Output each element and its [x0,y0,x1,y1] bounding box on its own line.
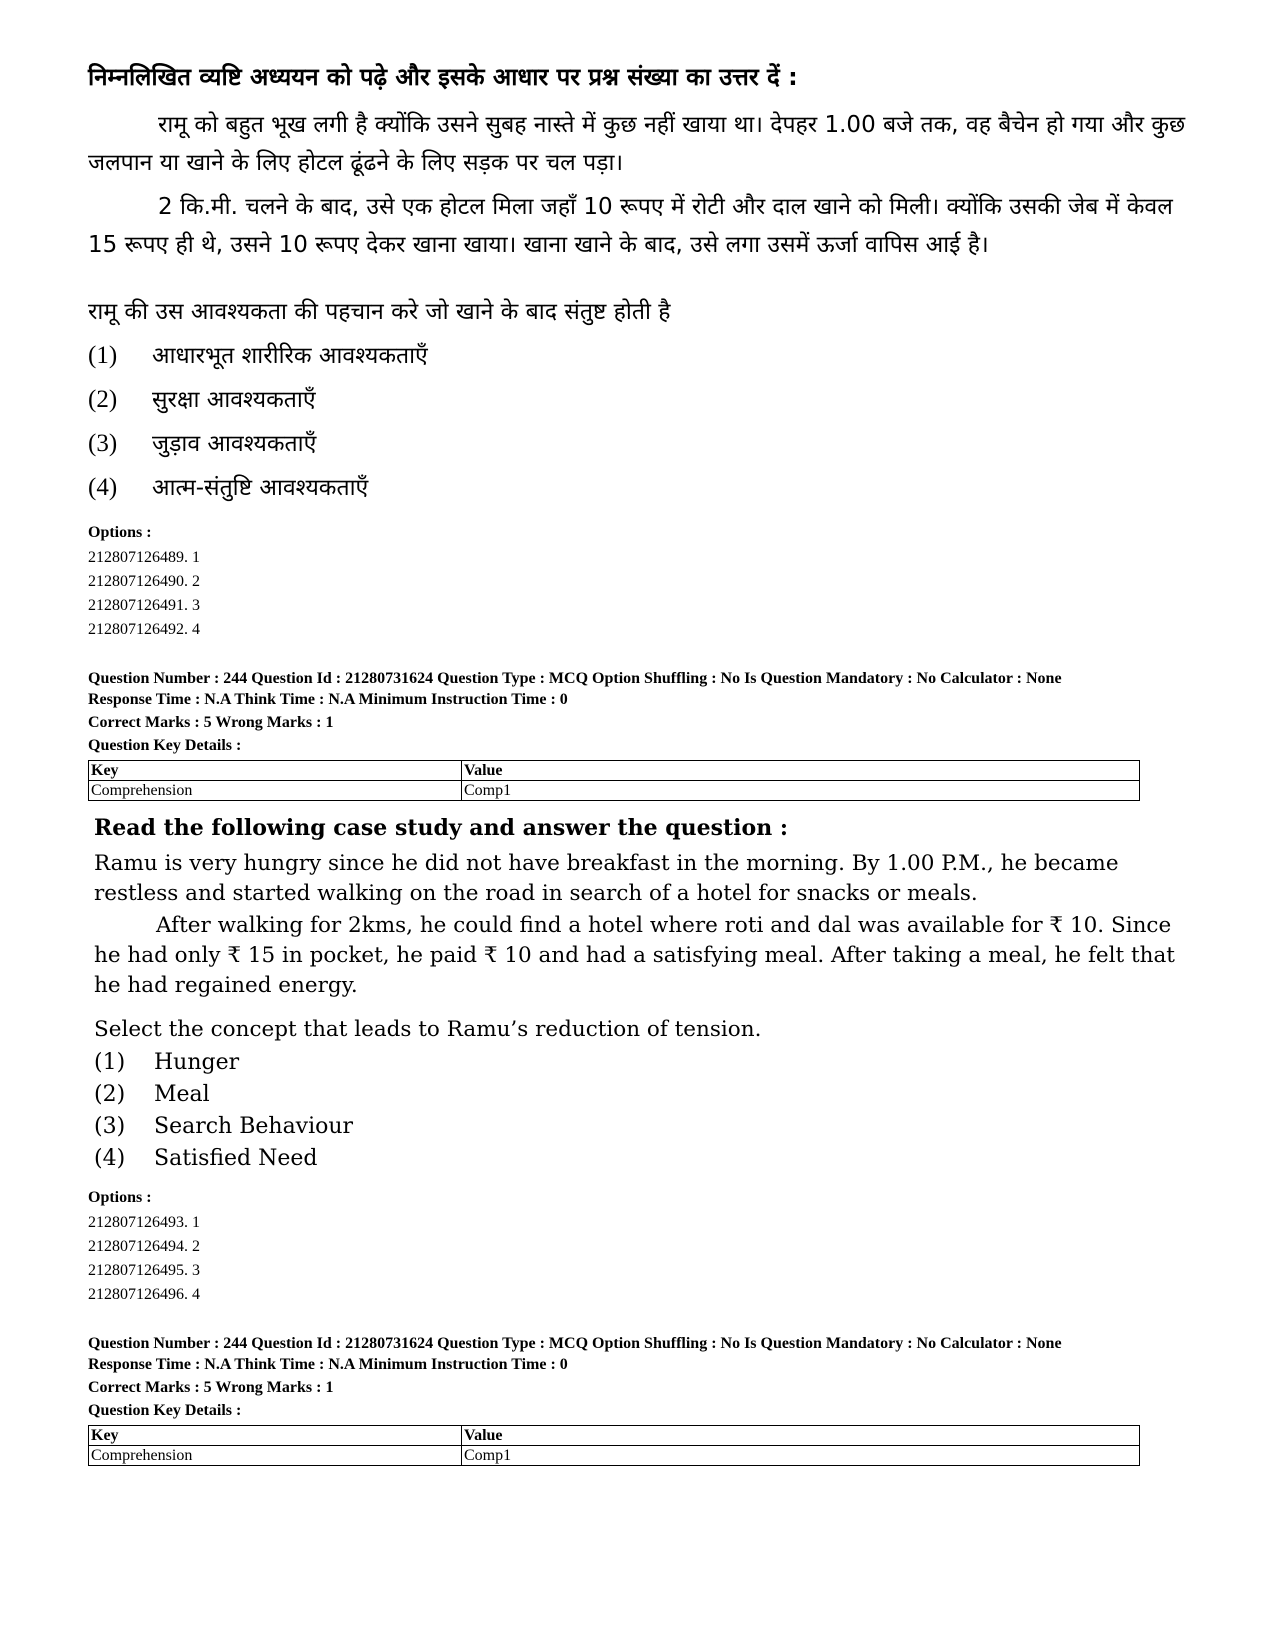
hindi-option-3: (3) जुड़ाव आवश्यकताएँ [88,430,317,457]
hindi-option-4: (4) आत्म-संतुष्टि आवश्यकताएँ [88,474,369,501]
table-row [89,781,1140,801]
option-code: 212807126490. 2 [88,573,200,590]
question-key-table [88,760,1140,801]
english-option-4: (4) Satisfied Need [94,1146,318,1171]
english-paragraph-1: Ramu is very hungry since he did not have breakfast in the morning. By 1.00 P.M., he became restless and started walking on the road in search of a hotel for snacks or meals. [94,851,1119,906]
option-code: 212807126489. 1 [88,549,200,566]
option-code: 212807126496. 4 [88,1286,200,1303]
option-code-list [88,1211,1188,1307]
table-header-row [89,1426,1140,1446]
timing-info-line: Response Time : N.A Think Time : N.A Minimum Instruction Time : 0 [88,691,568,708]
hindi-heading: निम्नलिखित व्यष्टि अध्ययन को पढ़े और इसके आधार पर प्रश्न संख्या का उत्तर दें : [88,63,798,91]
option-code-list [88,546,1188,642]
options-label: Options : [88,524,152,541]
key-details-label: Question Key Details : [88,1402,242,1419]
hindi-option-2: (2) सुरक्षा आवश्यकताएँ [88,386,316,413]
english-heading: Read the following case study and answer the question : [94,815,788,841]
hindi-paragraph-1: रामू को बहुत भूख लगी है क्योंकि उसने सुबह नास्ते में कुछ नहीं खाया था। देपहर 1.00 बजे तक, वह बैचेन हो गया और कुछ जलपान या खाने के लिए होटल ढूंढने के लिए सड़क पर चल पड़ा। [88,112,1186,176]
table-header-value: Value [462,761,1140,781]
table-cell-key: Comprehension [89,781,462,801]
english-paragraph-2: After walking for 2kms, he could find a hotel where roti and dal was available for ₹ 10. Since he had only ₹ 15 in pocket, he paid ₹ 10 and had a satisfying meal. After taking a meal, he felt that he had regained energy. [94,913,1175,998]
english-option-1: (1) Hunger [94,1050,240,1075]
question-meta-2 [88,1333,1188,1421]
question-info-line: Question Number : 244 Question Id : 21280731624 Question Type : MCQ Option Shuffling : No Is Question Mandatory : No Calculator : None [88,670,1062,687]
english-option-2: (2) Meal [94,1082,210,1107]
key-details-label: Question Key Details : [88,737,242,754]
hindi-option-1: (1) आधारभूत शारीरिक आवश्यकताएँ [88,342,428,369]
table-row [89,1446,1140,1466]
options-block-1 [88,522,1188,642]
table-header-key: Key [89,761,462,781]
table-header-key: Key [89,1426,462,1446]
hindi-section [88,62,1188,510]
table-header-row [89,761,1140,781]
options-label: Options : [88,1189,152,1206]
marks-line: Correct Marks : 5 Wrong Marks : 1 [88,714,334,731]
options-block-2 [88,1187,1188,1307]
option-code: 212807126491. 3 [88,597,200,614]
question-info-line: Question Number : 244 Question Id : 21280731624 Question Type : MCQ Option Shuffling : No Is Question Mandatory : No Calculator : None [88,1335,1062,1352]
question-page [88,62,1188,1466]
table-header-value: Value [462,1426,1140,1446]
timing-info-line: Response Time : N.A Think Time : N.A Minimum Instruction Time : 0 [88,1356,568,1373]
option-code: 212807126494. 2 [88,1238,200,1255]
marks-line: Correct Marks : 5 Wrong Marks : 1 [88,1379,334,1396]
option-code: 212807126493. 1 [88,1214,200,1231]
table-cell-key: Comprehension [89,1446,462,1466]
question-meta-1 [88,668,1188,756]
hindi-paragraph-2: 2 कि.मी. चलने के बाद, उसे एक होटल मिला जहाँ 10 रूपए में रोटी और दाल खाने को मिली। क्योंकि उसकी जेब में केवल 15 रूपए ही थे, उसने 10 रूपए देकर खाना खाया। खाना खाने के बाद, उसे लगा उसमें ऊर्जा वापिस आई है। [88,194,1173,258]
table-cell-value: Comp1 [462,781,1140,801]
table-cell-value: Comp1 [462,1446,1140,1466]
english-section [88,813,1188,1175]
hindi-option-list [88,334,1188,510]
option-code: 212807126492. 4 [88,621,200,638]
english-question: Select the concept that leads to Ramu’s reduction of tension. [94,1017,762,1042]
option-code: 212807126495. 3 [88,1262,200,1279]
english-option-list [94,1047,1188,1175]
hindi-question: रामू की उस आवश्यकता की पहचान करे जो खाने के बाद संतुष्ट होती है [88,299,671,325]
question-key-table [88,1425,1140,1466]
english-option-3: (3) Search Behaviour [94,1114,354,1139]
